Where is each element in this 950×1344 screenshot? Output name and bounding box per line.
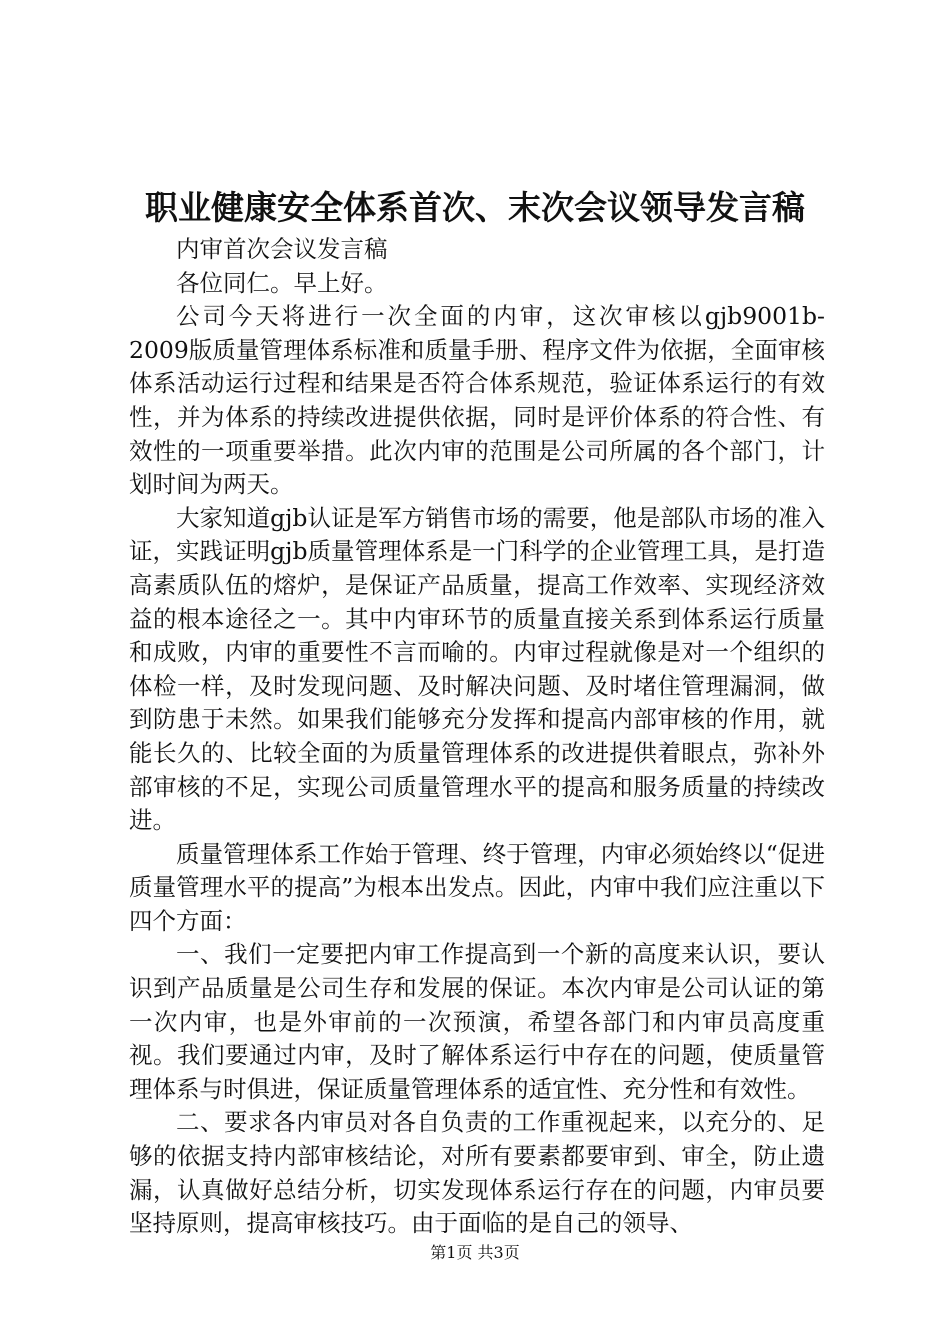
document-title: 职业健康安全体系首次、末次会议领导发言稿: [145, 188, 805, 227]
paragraph-aspects: 质量管理体系工作始于管理、终于管理，内审必须始终以“促进质量管理水平的提高”为根本出发点。因此，内审中我们应注重以下四个方面：: [129, 839, 825, 935]
paragraph-gjb: 大家知道gjb认证是军方销售市场的需要，他是部队市场的准入证，实践证明gjb质量管理体系是一门科学的企业管理工具，是打造高素质队伍的熔炉，是保证产品质量，提高工作效率、实现经济效益的根本途径之一。其中内审环节的质量直接关系到体系运行质量和成败，内审的重要性不言而喻的。内审过程就像是对一个组织的体检一样，及时发现问题、及时解决问题、及时堵住管理漏洞，做到防患于未然。如果我们能够充分发挥和提高内部审核的作用，就能长久的、比较全面的为质量管理体系的改进提供着眼点，弥补外部审核的不足，实现公司质量管理水平的提高和服务质量的持续改进。: [129, 503, 825, 835]
document-body: [129, 233, 825, 1241]
paragraph-point-one: 一、我们一定要把内审工作提高到一个新的高度来认识，要认识到产品质量是公司生存和发展的保证。本次内审是公司认证的第一次内审，也是外审前的一次预演，希望各部门和内审员高度重视。我们要通过内审，及时了解体系运行中存在的问题，使质量管理体系与时俱进，保证质量管理体系的适宜性、充分性和有效性。: [129, 940, 825, 1103]
page-footer: 第1页 共3页: [430, 1243, 520, 1262]
paragraph-greeting: 各位同仁。早上好。: [176, 268, 388, 297]
paragraph-heading: 内审首次会议发言稿: [176, 235, 388, 263]
paragraph-point-two: 二、要求各内审员对各自负责的工作重视起来，以充分的、足够的依据支持内部审核结论，对所有要素都要审到、审全，防止遗漏，认真做好总结分析，切实发现体系运行存在的问题，内审员要坚持原则，提高审核技巧。由于面临的是自己的领导、: [129, 1108, 825, 1238]
paragraph-intro: 公司今天将进行一次全面的内审，这次审核以gjb9001b-2009版质量管理体系标准和质量手册、程序文件为依据，全面审核体系活动运行过程和结果是否符合体系规范，验证体系运行的有效性，并为体系的持续改进提供依据，同时是评价体系的符合性、有效性的一项重要举措。此次内审的范围是公司所属的各个部门，计划时间为两天。: [129, 302, 825, 499]
